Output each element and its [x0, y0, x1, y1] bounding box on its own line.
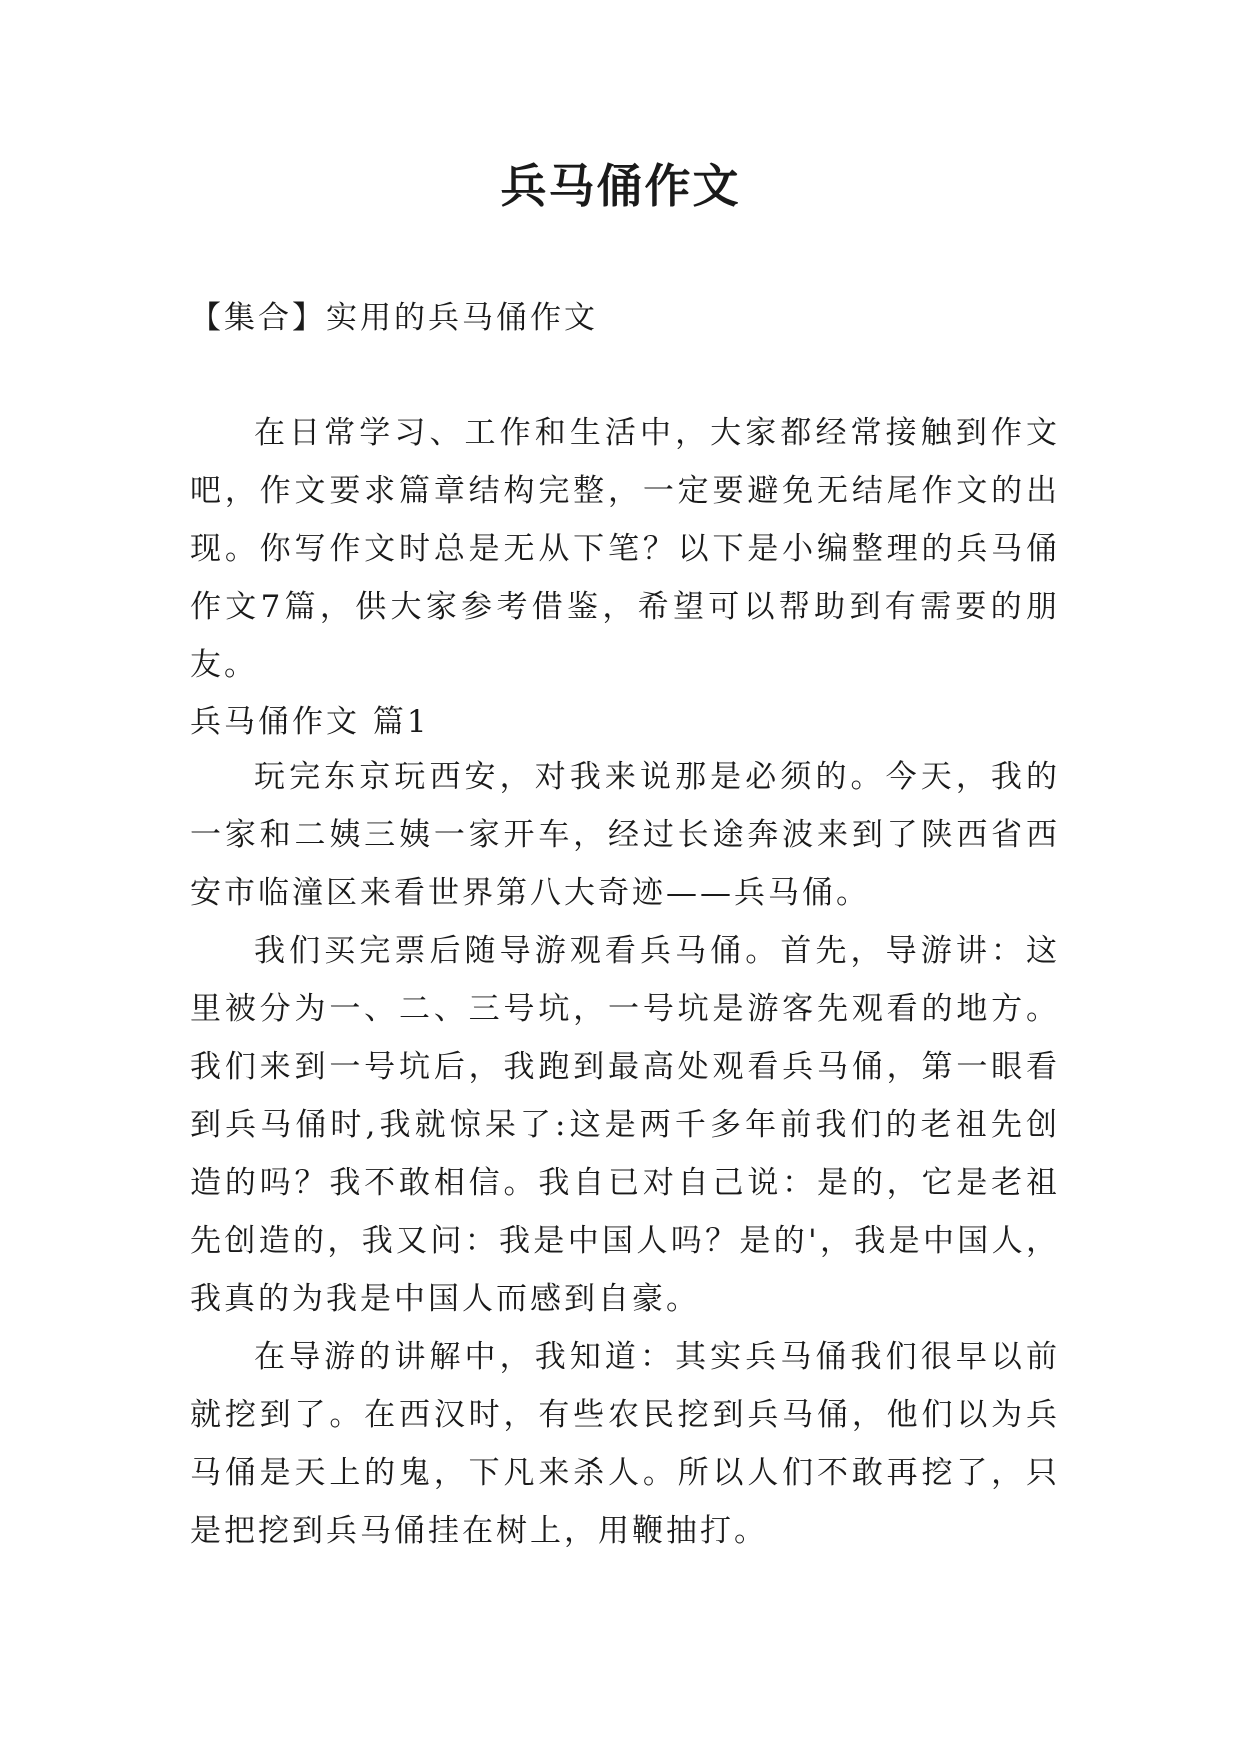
document-title: 兵马俑作文: [500, 159, 741, 213]
essay-paragraph-2: 我们买完票后随导游观看兵马俑。首先，导游讲：这里被分为一、二、三号坑，一号坑是游客先观看的地方。我们来到一号坑后，我跑到最高处观看兵马俑，第一眼看到兵马俑时,我就惊呆了:这是两千多年前我们的老祖先创造的吗？我不敢相信。我自已对自己说：是的，它是老祖先创造的，我又问：我是中国人吗？是的'，我是中国人，我真的为我是中国人而感到自豪。: [190, 933, 1060, 1317]
section-heading: 兵马俑作文 篇1: [190, 704, 430, 740]
essay-paragraph-3: 在导游的讲解中，我知道：其实兵马俑我们很早以前就挖到了。在西汉时，有些农民挖到兵马俑，他们以为兵马俑是天上的鬼，下凡来杀人。所以人们不敢再挖了，只是把挖到兵马俑挂在树上，用鞭抽打。: [190, 1339, 1060, 1549]
essay-paragraph-1: 玩完东京玩西安，对我来说那是必须的。今天，我的一家和二姨三姨一家开车，经过长途奔波来到了陕西省西安市临潼区来看世界第八大奇迹——兵马俑。: [190, 759, 1060, 911]
intro-block: [190, 404, 1060, 694]
document-subtitle: 【集合】实用的兵马俑作文: [190, 300, 598, 336]
intro-paragraph: 在日常学习、工作和生活中，大家都经常接触到作文吧，作文要求篇章结构完整，一定要避免无结尾作文的出现。你写作文时总是无从下笔？以下是小编整理的兵马俑作文7篇，供大家参考借鉴，希望可以帮助到有需要的朋友。: [190, 415, 1060, 683]
essay-body: [190, 748, 1060, 1560]
